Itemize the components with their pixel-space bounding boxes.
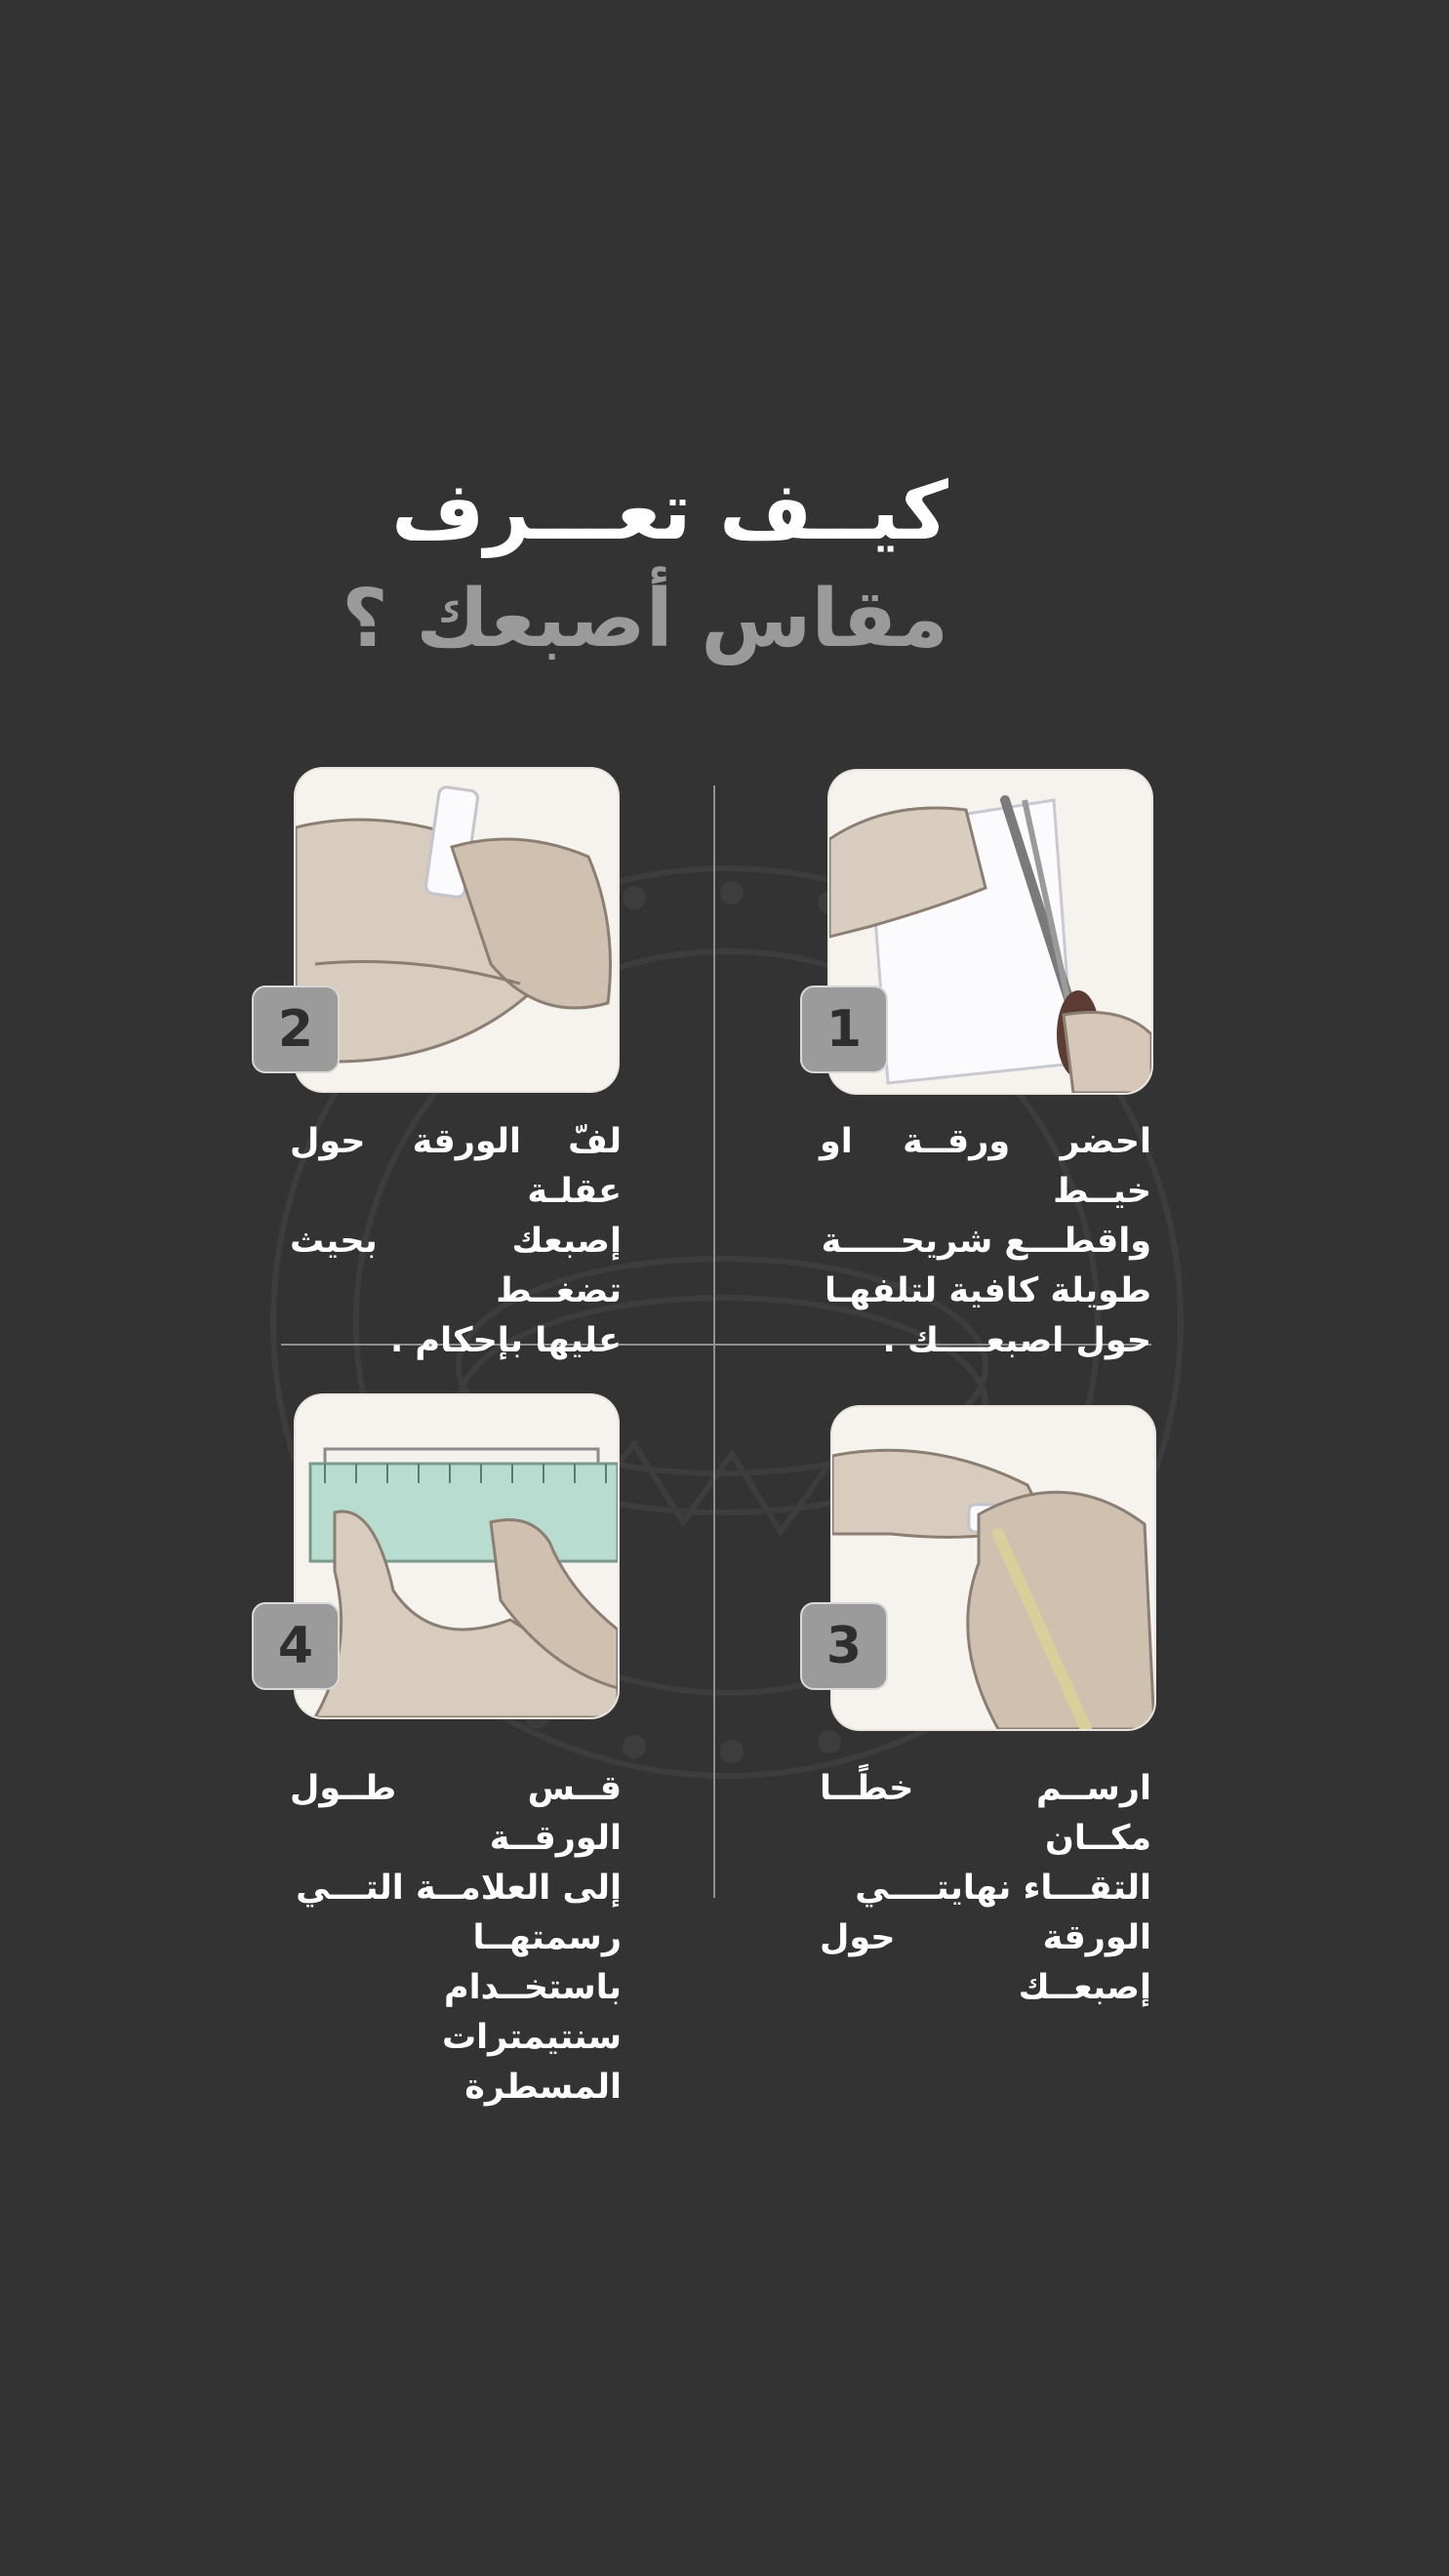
vertical-divider (713, 785, 715, 1898)
step-1-line: واقطـــع شريحـــــة (821, 1222, 1151, 1261)
step-4-description (290, 1764, 622, 2113)
title-line-primary: كيــف تعـــرف (391, 465, 948, 558)
step-4-line: سنتيمترات المسطرة (442, 2018, 622, 2107)
step-2-line: لفّ الورقة حول عقلـة (290, 1122, 622, 1211)
step-3-number-badge: 3 (800, 1602, 888, 1690)
step-3-line: الورقة حول إصبعــك (820, 1918, 1151, 2007)
page-title (265, 459, 948, 673)
step-1-line: طويلة كافية لتلفهـا (825, 1271, 1151, 1310)
step-4-line: رسمتهــا باستخــدام (443, 1918, 622, 2007)
step-3-description (820, 1764, 1151, 2013)
step-4-illustration (296, 1395, 618, 1717)
step-2-description (290, 1117, 622, 1366)
step-2-number-badge: 2 (252, 986, 340, 1073)
step-1-line: حول اصبعــــك . (882, 1321, 1151, 1360)
title-line-secondary: مقاس أصبعك ؟ (342, 573, 948, 665)
step-2-line: إصبعك بحيث تضغــط (290, 1222, 622, 1310)
step-4-line: إلى العلامــة التـــي (296, 1869, 622, 1908)
step-1-description (820, 1117, 1151, 1366)
step-4-line: قــس طــول الورقــة (290, 1769, 622, 1858)
step-2-line: عليها بإحكام . (389, 1321, 622, 1360)
step-2-illustration (296, 769, 618, 1091)
step-3-line: ارســم خطًــا مكــان (820, 1769, 1151, 1858)
step-1-line: احضر ورقــة او خيــط (820, 1122, 1151, 1211)
step-1-number-badge: 1 (800, 986, 888, 1073)
step-3-line: التقـــاء نهايتــــي (855, 1869, 1151, 1908)
step-4-number-badge: 4 (252, 1602, 340, 1690)
